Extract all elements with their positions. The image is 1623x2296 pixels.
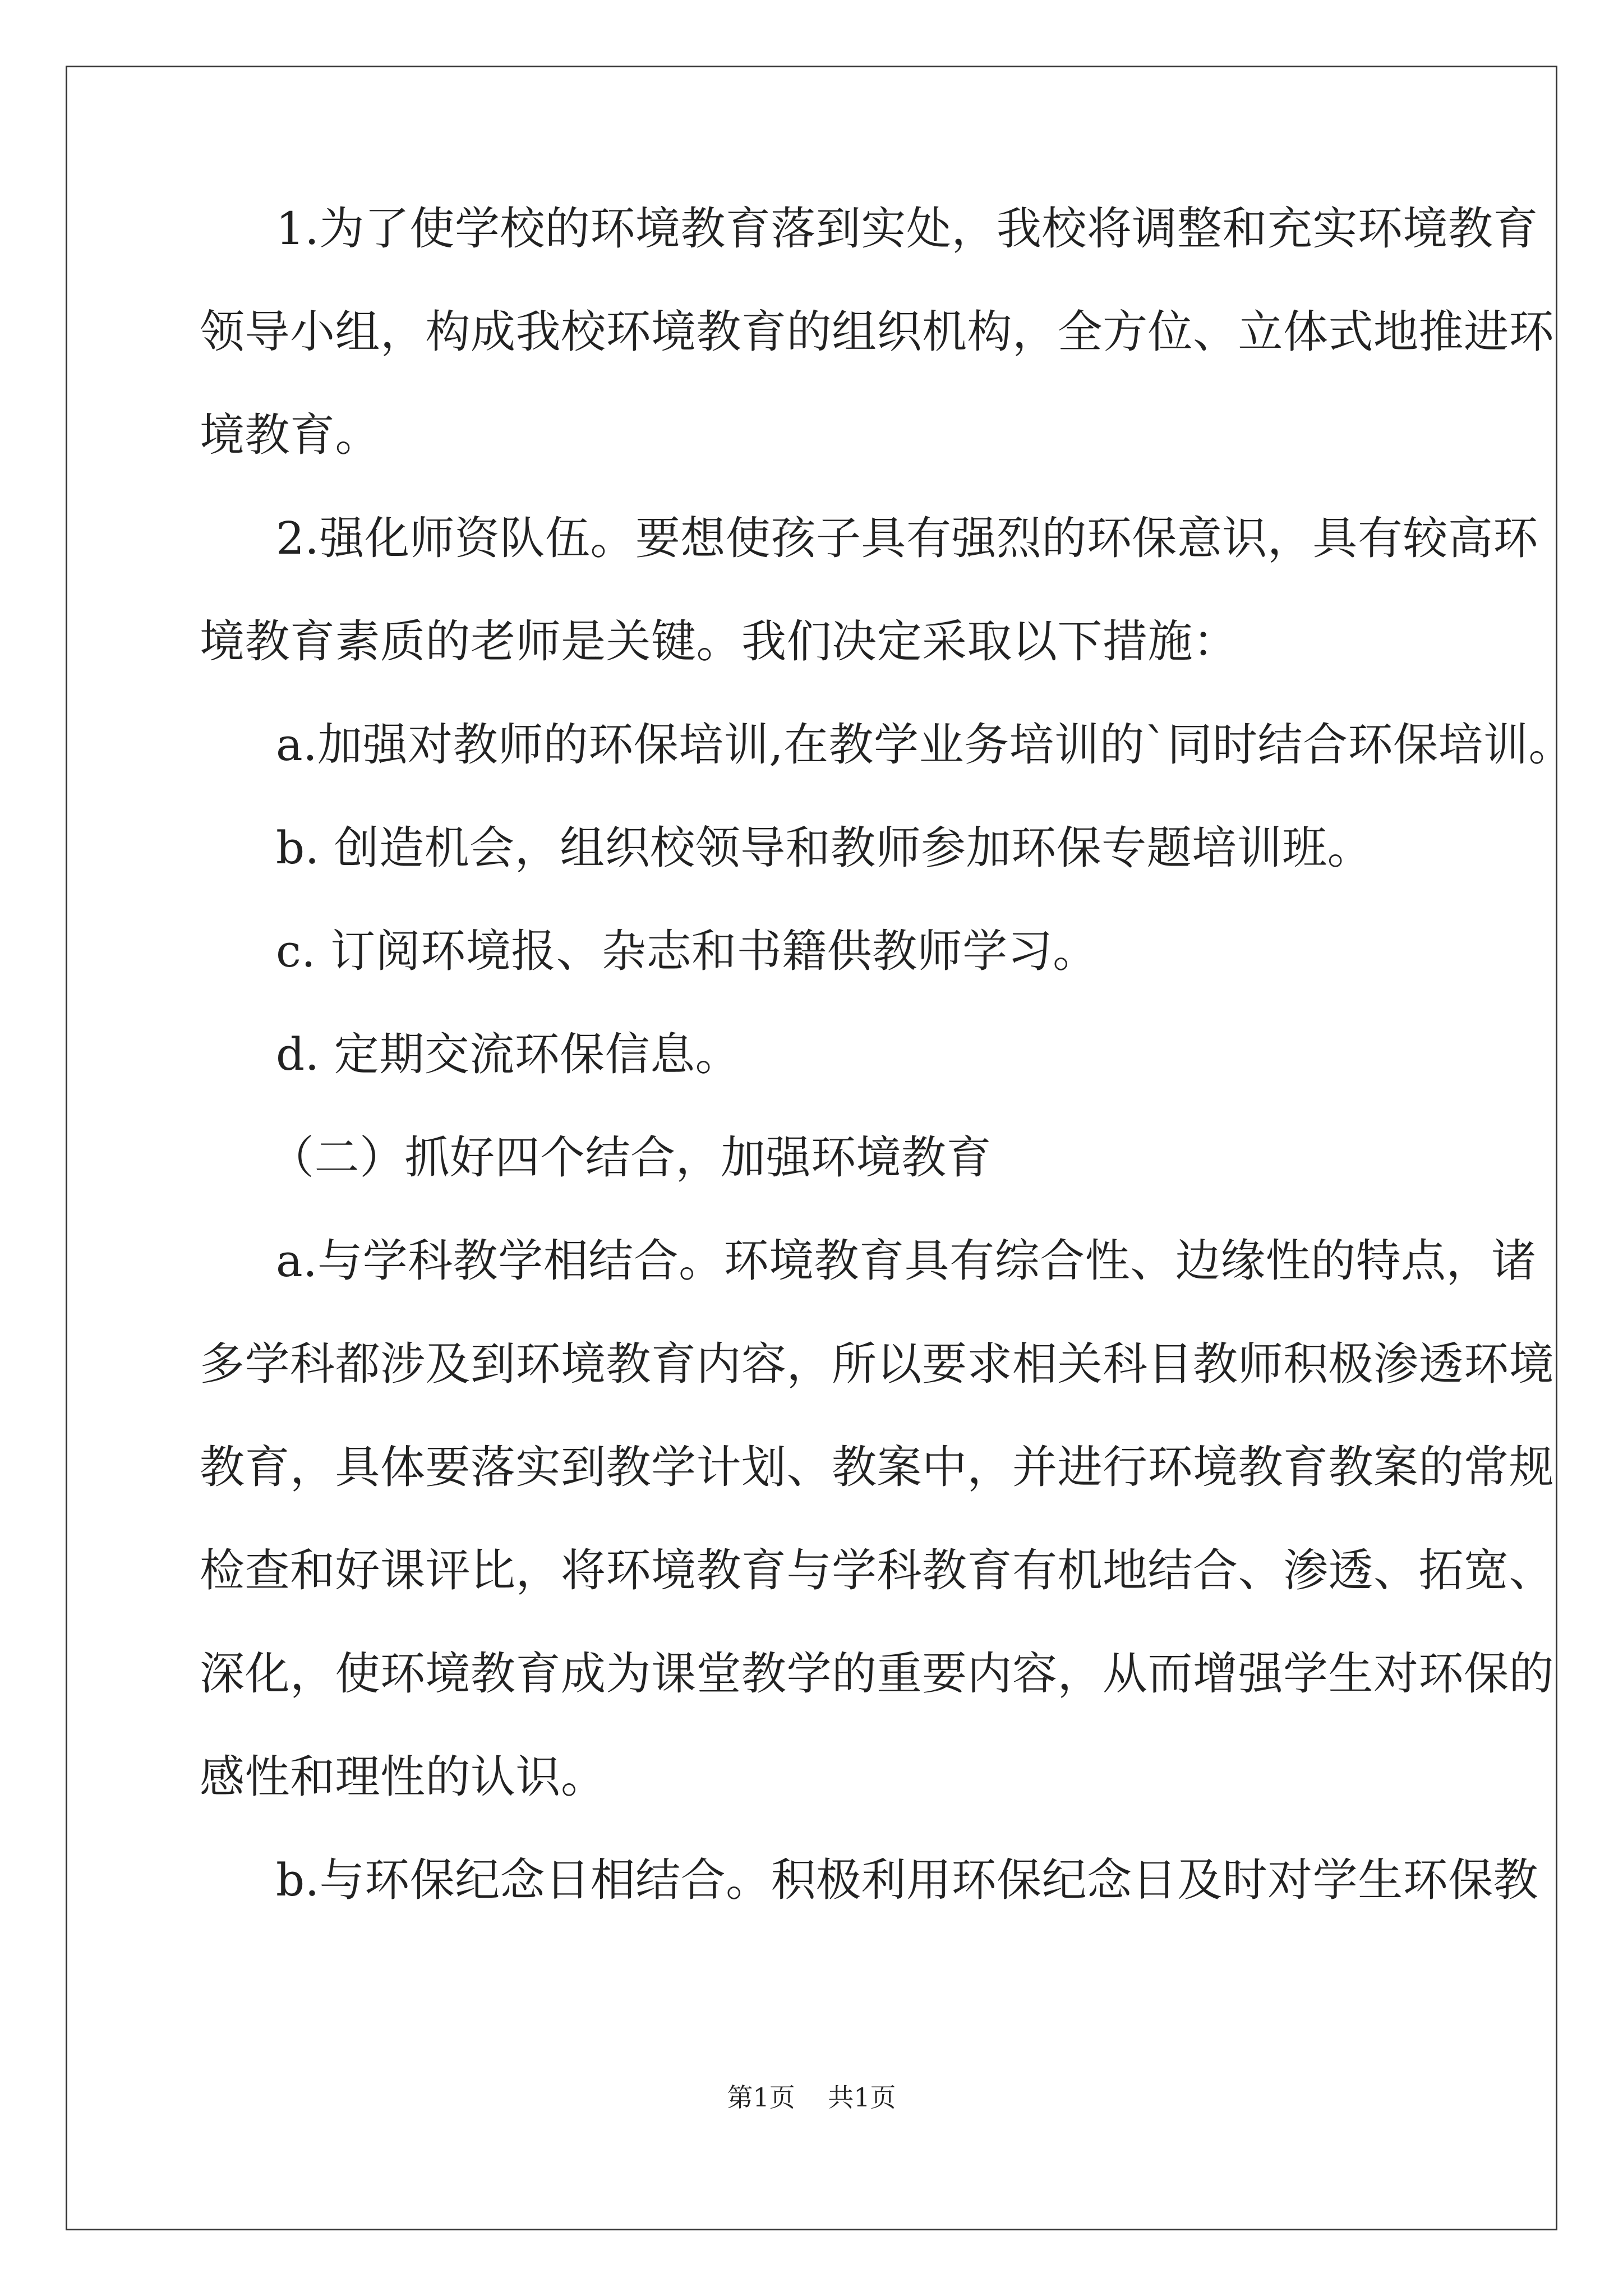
paragraph-line: 境教育。 [200,409,380,461]
page-total: 共1页 [828,2082,896,2113]
paragraph-line: 1.为了使学校的环境教育落到实处，我校将调整和充实环境教育 [276,203,1538,255]
paragraph-line: 2.强化师资队伍。要想使孩子具有强烈的环保意识，具有较高环 [276,512,1538,564]
page-number: 第1页 [727,2082,795,2113]
paragraph-line: 境教育素质的老师是关键。我们决定采取以下措施： [200,615,1238,668]
list-item: b. 创造机会，组织校领导和教师参加环保专题培训班。 [276,822,1373,874]
paragraph-line: 多学科都涉及到环境教育内容，所以要求相关科目教师积极渗透环境 [200,1338,1554,1390]
paragraph-line: b.与环保纪念日相结合。积极利用环保纪念日及时对学生环保教 [276,1854,1539,1906]
list-item: d. 定期交流环保信息。 [276,1028,741,1080]
paragraph-line: 感性和理性的认识。 [200,1751,606,1803]
paragraph-line: 教育，具体要落实到教学计划、教案中，并进行环境教育教案的常规 [200,1441,1554,1493]
section-heading: （二）抓好四个结合，加强环境教育 [269,1131,992,1184]
paragraph-line: 深化，使环境教育成为课堂教学的重要内容，从而增强学生对环保的 [200,1648,1554,1700]
paragraph-line: 检查和好课评比，将环境教育与学科教育有机地结合、渗透、拓宽、 [200,1544,1554,1596]
page-footer [0,2082,1623,2113]
document-body [200,203,1574,1961]
list-item: c. 订阅环境报、杂志和书籍供教师学习。 [276,925,1098,977]
list-item: a.加强对教师的环保培训,在教学业务培训的`同时结合环保培训。 [276,719,1574,771]
paragraph-line: a.与学科教学相结合。环境教育具有综合性、边缘性的特点，诸 [276,1235,1537,1287]
paragraph-line: 领导小组，构成我校环境教育的组织机构，全方位、立体式地推进环 [200,306,1554,358]
